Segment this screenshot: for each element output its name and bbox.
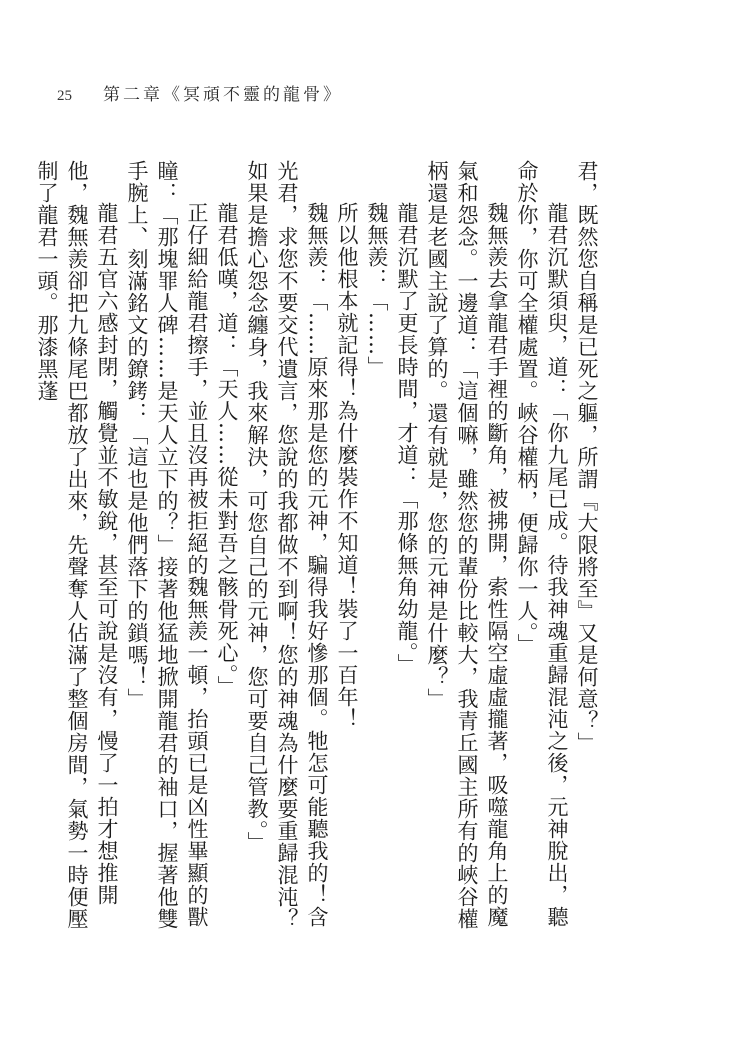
paragraph: 龍君沉默了更長時間，才道：「那條無角幼龍。」 xyxy=(395,202,419,676)
paragraph: 所以他根本就記得！為什麼裝作不知道！裝了一百年！ xyxy=(335,202,359,730)
paragraph: 魏無羨：「……」 xyxy=(365,202,389,378)
page-number: 25 xyxy=(57,88,72,104)
running-head-chapter-title: 第二章《冥頑不靈的龍骨》 xyxy=(103,85,343,105)
paragraph: 魏無羨去拿龍君手裡的斷角，被拂開，索性隔空虛虛攏著，吸噬龍角上的魔氣和怨念。一邊道：「這個嘛，雖然您的輩份比較大，我青丘國主所有的峽谷權柄還是老國主說了算的。還有就是，您的元神是什麼？」 xyxy=(425,160,509,930)
paragraph: 龍君五官六感封閉，觸覺並不敏銳，甚至可說是沒有，慢了一拍才想推開他，魏無羨卻把九條尾巴都放了出來，先聲奪人佔滿了整個房間，氣勢一時便壓制了龍君一頭。那漆黑蓬 xyxy=(35,160,119,930)
paragraph: 魏無羨：「……原來那是您的元神，騙得我好慘那個。牠怎可能聽我的！含光君，求您不要交代遺言，您說的我都做不到啊！您的神魂為什麼要重歸混沌？如果是擔心怨念纏身，我來解決，可您自己的元神，您可要自己管教。」 xyxy=(245,160,329,930)
paragraph: 龍君低嘆，道：「天人……從未對吾之骸骨死心。」 xyxy=(215,202,239,698)
paragraph: 君，既然您自稱是已死之軀，所謂『大限將至』又是何意？」 xyxy=(575,160,599,754)
body-text xyxy=(35,160,602,940)
paragraph: 正仔細給龍君擦手，並且沒再被拒絕的魏無羨一頓，抬頭已是凶性畢顯的獸瞳：「那塊罪人碑……是天人立下的？」接著他猛地掀開龍君的袖口，握著他雙手腕上、刻滿銘文的鐐銬：「這也是他們落下的鎖嗎！」 xyxy=(125,160,209,930)
paragraph: 龍君沉默須臾，道：「你九尾已成。待我神魂重歸混沌之後，元神脫出，聽命於你，你可全權處置。峽谷權柄，便歸你一人。」 xyxy=(515,160,569,928)
